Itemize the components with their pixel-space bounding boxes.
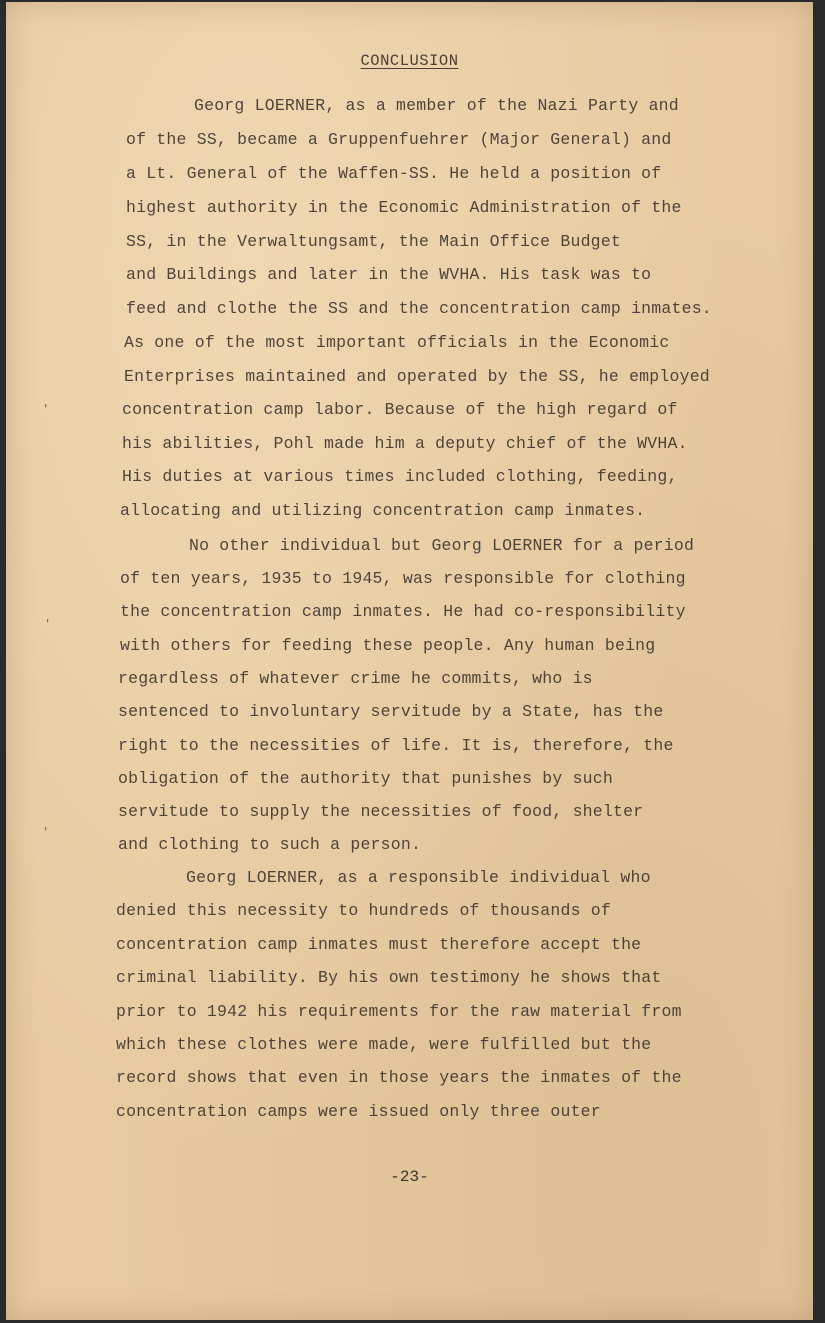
text-line: right to the necessities of life. It is, therefore, the <box>118 736 674 755</box>
document-page <box>6 2 813 1320</box>
text-line: allocating and utilizing concentration camp inmates. <box>120 501 646 520</box>
text-line: criminal liability. By his own testimony he shows that <box>116 968 662 987</box>
text-line: of ten years, 1935 to 1945, was responsible for clothing <box>120 569 686 588</box>
margin-speck: ' <box>44 825 48 839</box>
text-line: concentration camp labor. Because of the high regard of <box>122 400 678 419</box>
text-line: prior to 1942 his requirements for the raw material from <box>116 1002 682 1021</box>
text-line: servitude to supply the necessities of food, shelter <box>118 802 644 821</box>
text-line: No other individual but Georg LOERNER for a period <box>189 536 695 555</box>
text-line: Georg LOERNER, as a member of the Nazi Party and <box>194 96 679 115</box>
text-line: Enterprises maintained and operated by the SS, he employed <box>124 367 710 386</box>
text-line: denied this necessity to hundreds of thousands of <box>116 901 611 920</box>
text-line: SS, in the Verwaltungsamt, the Main Office Budget <box>126 232 621 251</box>
text-line: and Buildings and later in the WVHA. His task was to <box>126 265 652 284</box>
text-line: Georg LOERNER, as a responsible individual who <box>186 868 651 887</box>
text-line: As one of the most important officials in the Economic <box>124 333 670 352</box>
text-line: His duties at various times included clothing, feeding, <box>122 467 678 486</box>
document-title: CONCLUSION <box>360 52 459 70</box>
text-line: of the SS, became a Gruppenfuehrer (Major General) and <box>126 130 672 149</box>
text-line: obligation of the authority that punishes by such <box>118 769 613 788</box>
text-line: with others for feeding these people. Any human being <box>120 636 656 655</box>
text-line: regardless of whatever crime he commits, who is <box>118 669 593 688</box>
text-line: his abilities, Pohl made him a deputy chief of the WVHA. <box>122 434 688 453</box>
text-line: concentration camp inmates must therefore accept the <box>116 935 642 954</box>
margin-speck: ' <box>44 402 48 416</box>
text-line: feed and clothe the SS and the concentration camp inmates. <box>126 299 712 318</box>
text-line: and clothing to such a person. <box>118 835 422 854</box>
page-number: -23- <box>390 1168 429 1186</box>
text-line: which these clothes were made, were fulfilled but the <box>116 1035 652 1054</box>
text-line: sentenced to involuntary servitude by a State, has the <box>118 702 664 721</box>
margin-speck: ' <box>46 617 50 631</box>
text-line: highest authority in the Economic Administration of the <box>126 198 682 217</box>
text-line: concentration camps were issued only three outer <box>116 1102 601 1121</box>
text-line: a Lt. General of the Waffen-SS. He held a position of <box>126 164 662 183</box>
text-line: the concentration camp inmates. He had co-responsibility <box>120 602 686 621</box>
text-line: record shows that even in those years the inmates of the <box>116 1068 682 1087</box>
